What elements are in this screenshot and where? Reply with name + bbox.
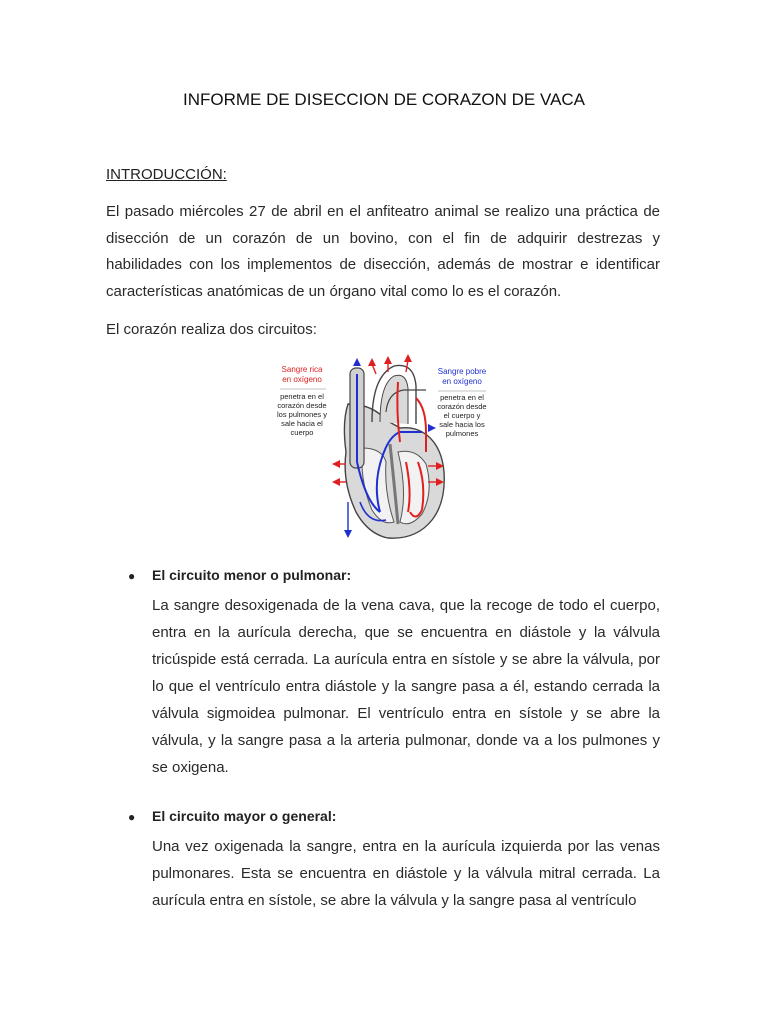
right-desc-line1: penetra en el (440, 393, 484, 402)
right-desc-line2: corazón desde (437, 402, 487, 411)
right-desc-line4: sale hacia los (439, 420, 485, 429)
intro-heading: INTRODUCCIÓN: (106, 166, 227, 183)
right-desc-line3: el cuerpo y (443, 411, 481, 420)
section-text-pulmonary: La sangre desoxigenada de la vena cava, que la recoge de todo el cuerpo, entra en la aurícula derecha, que se encuentra en diástole y la válvula tricúspide está cerrada. La aurícula entra en sístole y se abre la válvula, por lo que el ventrículo entra diástole y la sangre pasa a él, estando cerrada la válvula sigmoidea pulmonar. El ventrículo entra en sístole y se abre la válvula, y la sangre pasa a la arteria pulmonar, donde va a los pulmones y se oxigena. (152, 597, 660, 776)
right-desc-line5: pulmones (445, 429, 479, 438)
left-desc-line5: cuerpo (290, 428, 314, 437)
section-text-general: Una vez oxigenada la sangre, entra en la aurícula izquierda por las venas pulmonares. Esta se encuentra en diástole y la válvula mitral cerrada. La aurícula entra en sístole, se abre la válvula y la sangre pasa al ventrículo (152, 838, 660, 909)
heart-illustration (332, 354, 444, 538)
left-desc-line2: corazón desde (277, 401, 327, 410)
section-heading-general: El circuito mayor o general: (152, 808, 337, 824)
intro-paragraph: El pasado miércoles 27 de abril en el anfiteatro animal se realizo una práctica de disección de un corazón de un bovino, con el fin de adquirir destrezas y habilidades con los implementos de disección, además de mostrar e identificar características anatómicas de un órgano vital como lo es el corazón. (106, 203, 660, 300)
section-heading-pulmonary: El circuito menor o pulmonar: (152, 567, 352, 583)
left-desc-line1: penetra en el (280, 392, 324, 401)
right-heading-line1: Sangre pobre (437, 367, 487, 376)
right-heading-line2: en oxígeno (442, 377, 482, 386)
bullet-marker: ● (128, 810, 136, 824)
left-desc-line3: los pulmones y (276, 410, 328, 419)
document-title: INFORME DE DISECCION DE CORAZON DE VACA (182, 90, 586, 109)
circuits-intro: El corazón realiza dos circuitos: (106, 321, 317, 338)
heart-diagram (276, 352, 500, 544)
left-heading-line1: Sangre rica (281, 365, 323, 374)
bullet-marker: ● (128, 569, 136, 583)
left-desc-line4: sale hacia el (281, 419, 323, 428)
heart-diagram-svg (276, 352, 500, 544)
left-heading-line2: en oxígeno (282, 375, 322, 384)
